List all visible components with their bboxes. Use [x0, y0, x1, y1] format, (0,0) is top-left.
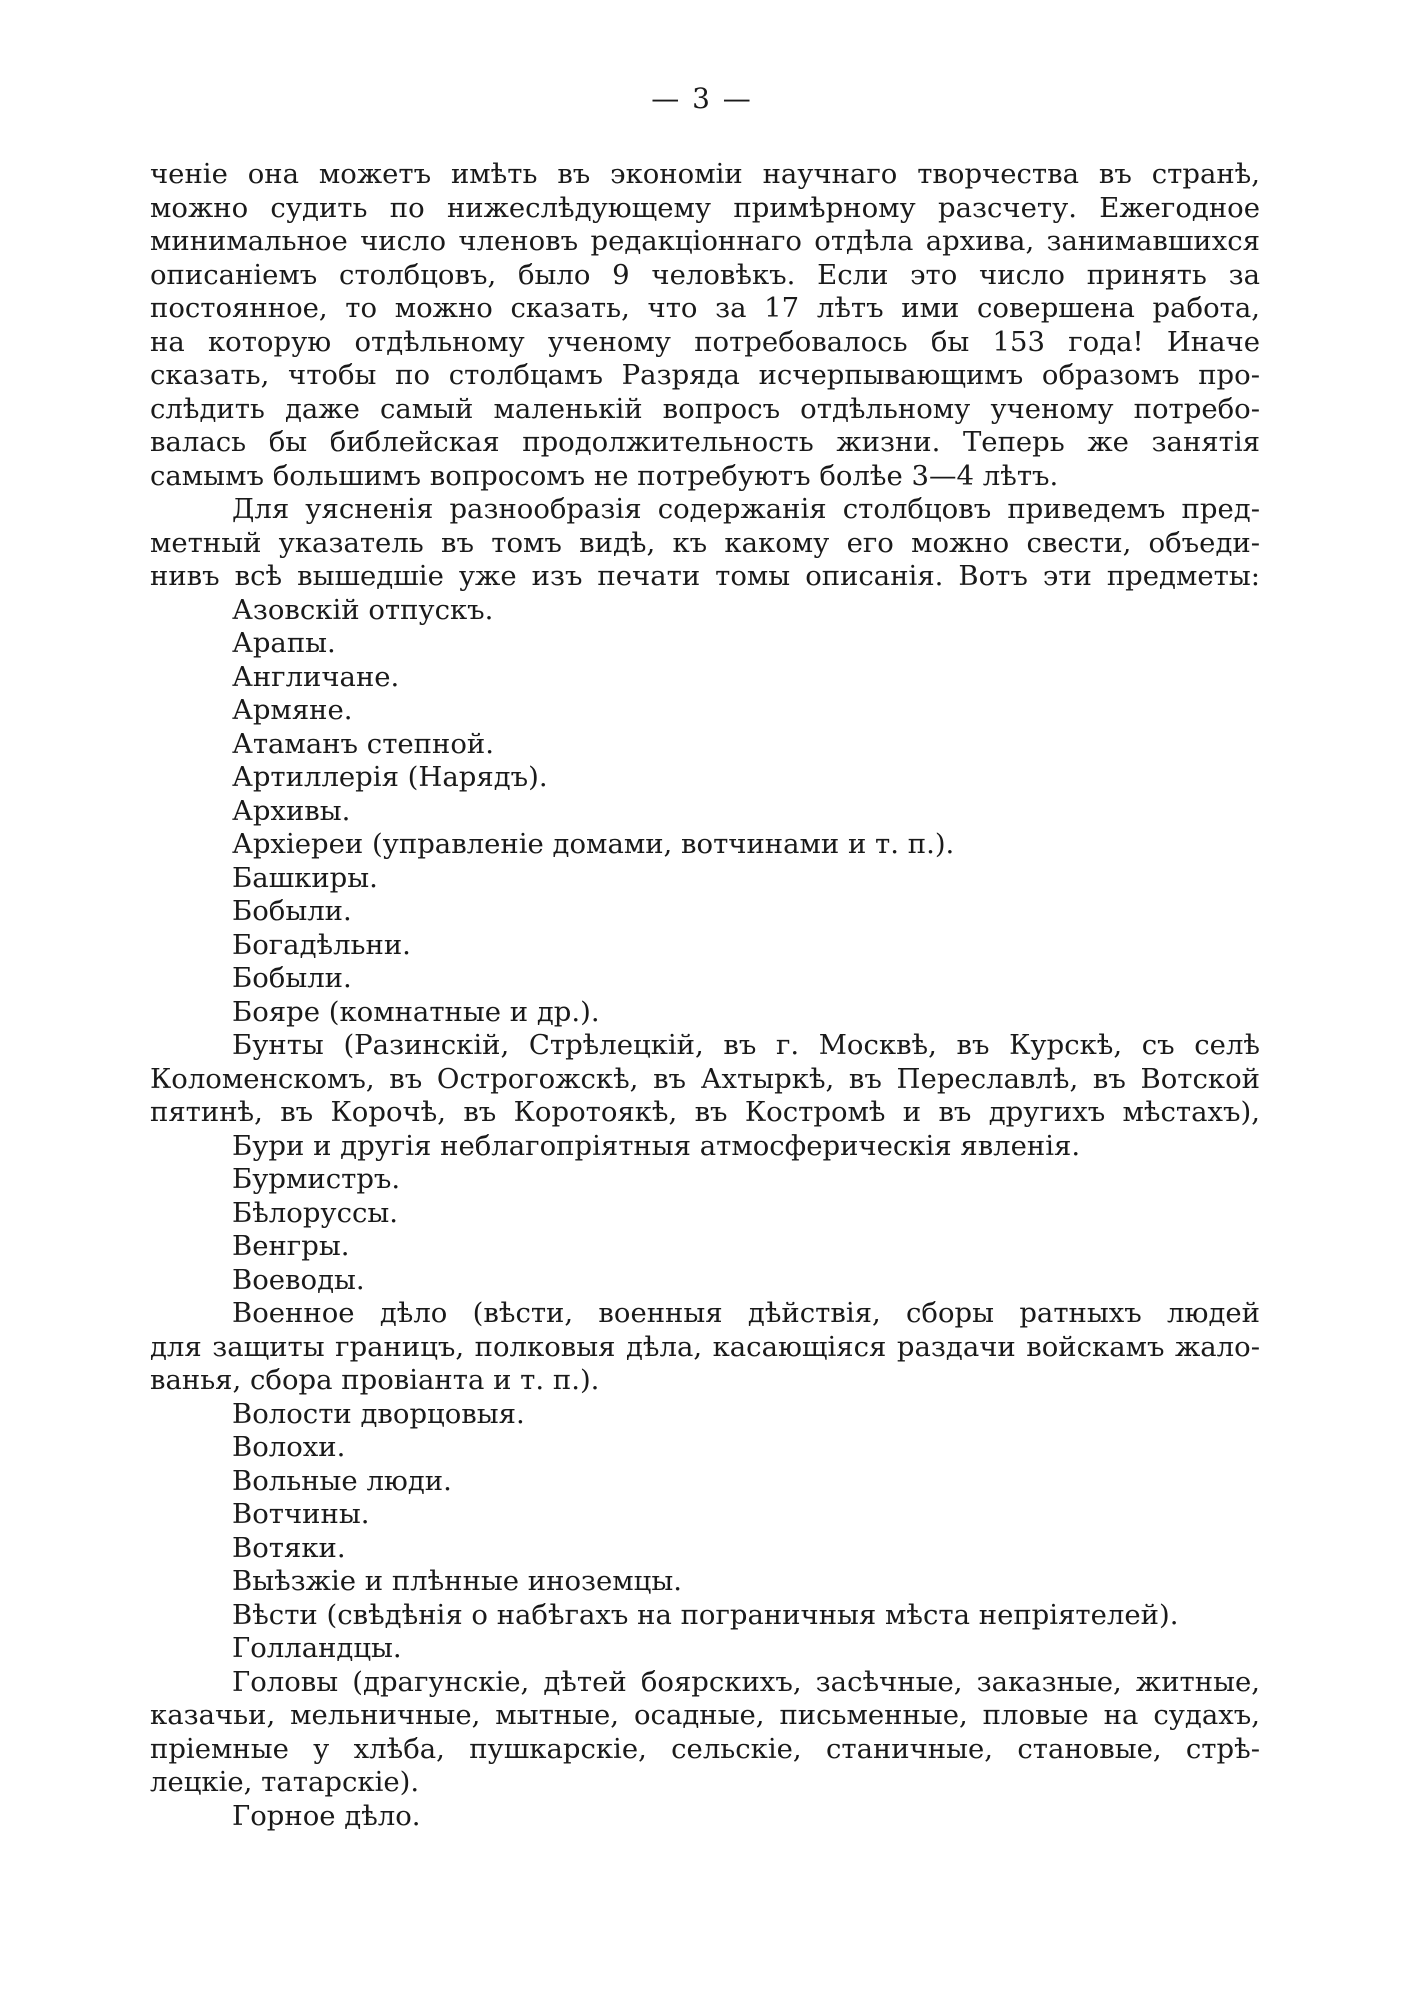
- list-item: Вотчины.: [232, 1498, 370, 1530]
- list-item: Бури и другія неблагопріятныя атмосферическія явленія.: [232, 1129, 1081, 1162]
- list-item: Богадѣльни.: [232, 928, 411, 961]
- text-line: описаніемъ столбцовъ, было 9 человѣкъ. Если это число принять за: [150, 258, 1260, 291]
- list-item: Башкиры.: [232, 861, 378, 894]
- list-item: Бобыли.: [232, 895, 352, 927]
- list-item: Голландцы.: [232, 1632, 402, 1664]
- text-line: валась бы библейская продолжительность жизни. Теперь же занятія: [150, 426, 1260, 458]
- text-line: Бунты (Разинскій, Стрѣлецкій, въ г. Москвѣ, въ Курскѣ, съ селѣ: [232, 1029, 1260, 1061]
- list-item: Англичане.: [232, 660, 400, 693]
- text-line: казачьи, мельничные, мытные, осадные, письменные, пловые на судахъ,: [150, 1699, 1260, 1731]
- text-line: метный указатель въ томъ видѣ, къ какому его можно свести, объеди-: [150, 526, 1260, 559]
- list-item: Вѣсти (свѣдѣнія о набѣгахъ на пограничныя мѣста непріятелей).: [232, 1598, 1179, 1631]
- list-item: Бѣлоруссы.: [232, 1196, 399, 1229]
- text-line: самымъ большимъ вопросомъ не потребуютъ болѣе 3—4 лѣтъ.: [150, 459, 1059, 492]
- list-item: Архивы.: [232, 794, 351, 827]
- paragraph-2: [150, 493, 1260, 594]
- list-item: Армяне.: [232, 694, 353, 726]
- text-line: Военное дѣло (вѣсти, военныя дѣйствія, сборы ратныхъ людей: [232, 1297, 1260, 1329]
- list-item: Воеводы.: [232, 1263, 365, 1296]
- page-number: — 3 —: [651, 82, 753, 115]
- list-item: [150, 1297, 1260, 1398]
- text-line: минимальное число членовъ редакціоннаго отдѣла архива, занимавшихся: [150, 225, 1260, 257]
- subject-index-list: [150, 594, 1260, 1834]
- list-item: Бурмистръ.: [232, 1163, 401, 1195]
- text-line: пятинѣ, въ Корочѣ, въ Коротоякѣ, въ Костромѣ и въ другихъ мѣстахъ),: [150, 1096, 1260, 1128]
- list-item: Архіереи (управленіе домами, вотчинами и т. п.).: [232, 828, 955, 860]
- text-line: Головы (драгунскіе, дѣтей боярскихъ, засѣчные, заказные, житные,: [232, 1665, 1260, 1698]
- text-line: можно судить по нижеслѣдующему примѣрному разсчету. Ежегодное: [150, 191, 1260, 224]
- list-item: Горное дѣло.: [232, 1799, 421, 1832]
- text-line: нивъ всѣ вышедшіе уже изъ печати томы описанія. Вотъ эти предметы:: [150, 560, 1260, 592]
- list-item: Атаманъ степной.: [232, 727, 494, 760]
- list-item: Волохи.: [232, 1431, 346, 1463]
- list-item: Бояре (комнатные и др.).: [232, 995, 600, 1028]
- text-line: на которую отдѣльному ученому потребовалось бы 153 года! Иначе: [150, 325, 1260, 358]
- text-line: Для уясненія разнообразія содержанія столбцовъ приведемъ пред-: [232, 493, 1260, 525]
- text-line: ченіе она можетъ имѣть въ экономіи научнаго творчества въ странѣ,: [150, 158, 1260, 190]
- list-item: [150, 1029, 1260, 1130]
- list-item: [150, 1666, 1260, 1800]
- list-item: Вольные люди.: [232, 1464, 452, 1497]
- list-item: Выѣзжіе и плѣнные иноземцы.: [232, 1565, 682, 1597]
- text-line: ванья, сбора провіанта и т. п.).: [150, 1364, 600, 1396]
- text-line: лецкіе, татарскіе).: [150, 1766, 420, 1798]
- list-item: Волости дворцовыя.: [232, 1397, 525, 1430]
- text-line: постоянное, то можно сказать, что за 17 лѣтъ ими совершена работа,: [150, 292, 1260, 324]
- list-item: Азовскій отпускъ.: [232, 593, 494, 626]
- paragraph-1: [150, 158, 1260, 493]
- list-item: Бобыли.: [232, 962, 352, 994]
- list-item: Вотяки.: [232, 1531, 346, 1564]
- list-item: Арапы.: [232, 627, 336, 659]
- text-line: для защиты границъ, полковыя дѣла, касающіяся раздачи войскамъ жало-: [150, 1330, 1260, 1363]
- list-item: Венгры.: [232, 1230, 350, 1262]
- list-item: Артиллерія (Нарядъ).: [232, 761, 548, 793]
- text-line: Коломенскомъ, въ Острогожскѣ, въ Ахтыркѣ, въ Переславлѣ, въ Вотской: [150, 1062, 1260, 1095]
- text-line: слѣдить даже самый маленькій вопросъ отдѣльному ученому потребо-: [150, 392, 1260, 425]
- text-line: пріемные у хлѣба, пушкарскіе, сельскіе, станичные, становые, стрѣ-: [150, 1732, 1260, 1765]
- text-line: сказать, чтобы по столбцамъ Разряда исчерпывающимъ образомъ про-: [150, 359, 1260, 391]
- body-text: [150, 158, 1260, 1833]
